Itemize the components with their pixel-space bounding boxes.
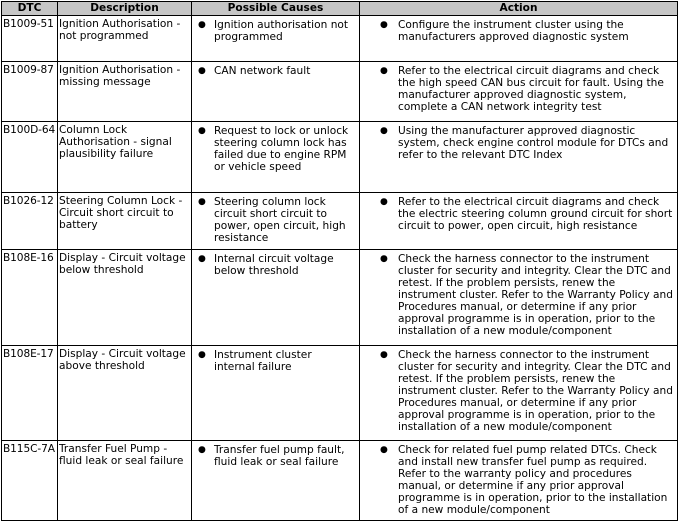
action-cell <box>360 193 678 250</box>
action-text: Configure the instrument cluster using the manufacturers approved diagnostic system <box>398 19 629 43</box>
action-item <box>360 125 677 161</box>
table-row <box>2 250 678 346</box>
bullet-icon: ● <box>198 350 206 360</box>
dtc-description: Transfer Fuel Pump - fluid leak or seal failure <box>58 441 192 521</box>
header-action: Action <box>360 2 678 16</box>
dtc-description: Ignition Authorisation - missing message <box>58 62 192 122</box>
bullet-icon: ● <box>198 254 206 264</box>
cause-text: Steering column lock circuit short circuit to power, open circuit, high resistance <box>214 196 346 244</box>
dtc-description: Display - Circuit voltage above threshold <box>58 346 192 441</box>
action-item <box>360 444 677 516</box>
bullet-icon: ● <box>380 126 388 136</box>
table-row <box>2 16 678 62</box>
bullet-icon: ● <box>380 66 388 76</box>
dtc-table <box>1 1 678 521</box>
cause-text: Request to lock or unlock steering column lock has failed due to engine RPM or vehicle speed <box>214 125 349 173</box>
action-cell <box>360 441 678 521</box>
possible-causes-cell <box>192 16 360 62</box>
dtc-description: Display - Circuit voltage below threshold <box>58 250 192 346</box>
table-row <box>2 122 678 193</box>
action-cell <box>360 16 678 62</box>
dtc-code: B108E-17 <box>2 346 58 441</box>
action-item <box>360 19 677 43</box>
bullet-icon: ● <box>198 445 206 455</box>
cause-item <box>192 444 359 468</box>
action-cell <box>360 122 678 193</box>
header-description: Description <box>58 2 192 16</box>
cause-text: Transfer fuel pump fault, fluid leak or seal failure <box>214 444 345 468</box>
cause-item <box>192 253 359 277</box>
action-text: Check the harness connector to the instrument cluster for security and integrity. Clear the DTC and retest. If the problem persists, renew the instrument cluster. Refer to the Warranty Policy and Procedures manual, or determine if any prior approval programme is in operation, prior to the installation of a new module/component <box>398 253 673 337</box>
action-text: Check the harness connector to the instrument cluster for security and integrity. Clear the DTC and retest. If the problem persists, renew the instrument cluster. Refer to the Warranty Policy and Procedures manual, or determine if any prior approval programme is in operation, prior to the installation of a new module/component <box>398 349 673 433</box>
bullet-icon: ● <box>380 350 388 360</box>
bullet-icon: ● <box>198 126 206 136</box>
action-item <box>360 65 677 113</box>
action-item <box>360 349 677 433</box>
action-cell <box>360 250 678 346</box>
dtc-description: Column Lock Authorisation - signal plausibility failure <box>58 122 192 193</box>
cause-item <box>192 125 359 173</box>
action-text: Using the manufacturer approved diagnostic system, check engine control module for DTCs and refer to the relevant DTC Index <box>398 125 669 161</box>
bullet-icon: ● <box>380 197 388 207</box>
cause-text: Ignition authorisation not programmed <box>214 19 349 43</box>
action-cell <box>360 346 678 441</box>
action-cell <box>360 62 678 122</box>
action-text: Check for related fuel pump related DTCs. Check and install new transfer fuel pump as required. Refer to the warranty policy and procedures manual, or determine if any prior approval programme is in operation, prior to the installation of a new module/component <box>398 444 668 516</box>
dtc-code: B100D-64 <box>2 122 58 193</box>
possible-causes-cell <box>192 441 360 521</box>
bullet-icon: ● <box>380 254 388 264</box>
dtc-description: Ignition Authorisation - not programmed <box>58 16 192 62</box>
header-possible-causes: Possible Causes <box>192 2 360 16</box>
bullet-icon: ● <box>198 197 206 207</box>
possible-causes-cell <box>192 122 360 193</box>
action-text: Refer to the electrical circuit diagrams and check the high speed CAN bus circuit for fault. Using the manufacturer approved diagnostic system, complete a CAN network integrity test <box>398 65 664 113</box>
possible-causes-cell <box>192 62 360 122</box>
bullet-icon: ● <box>380 445 388 455</box>
cause-item <box>192 65 359 77</box>
bullet-icon: ● <box>198 66 206 76</box>
dtc-code: B1009-51 <box>2 16 58 62</box>
header-dtc: DTC <box>2 2 58 16</box>
dtc-code: B1026-12 <box>2 193 58 250</box>
dtc-code: B115C-7A <box>2 441 58 521</box>
dtc-description: Steering Column Lock - Circuit short circuit to battery <box>58 193 192 250</box>
table-row <box>2 193 678 250</box>
cause-text: CAN network fault <box>214 65 311 77</box>
bullet-icon: ● <box>198 20 206 30</box>
table-header-row <box>2 2 678 16</box>
bullet-icon: ● <box>380 20 388 30</box>
cause-item <box>192 19 359 43</box>
cause-text: Instrument cluster internal failure <box>214 349 312 373</box>
possible-causes-cell <box>192 346 360 441</box>
cause-text: Internal circuit voltage below threshold <box>214 253 334 277</box>
cause-item <box>192 196 359 244</box>
possible-causes-cell <box>192 193 360 250</box>
cause-item <box>192 349 359 373</box>
action-item <box>360 196 677 232</box>
possible-causes-cell <box>192 250 360 346</box>
action-text: Refer to the electrical circuit diagrams and check the electric steering column ground circuit for short circuit to power, open circuit, high resistance <box>398 196 673 232</box>
action-item <box>360 253 677 337</box>
table-row <box>2 346 678 441</box>
table-row <box>2 441 678 521</box>
table-row <box>2 62 678 122</box>
dtc-code: B1009-87 <box>2 62 58 122</box>
dtc-code: B108E-16 <box>2 250 58 346</box>
